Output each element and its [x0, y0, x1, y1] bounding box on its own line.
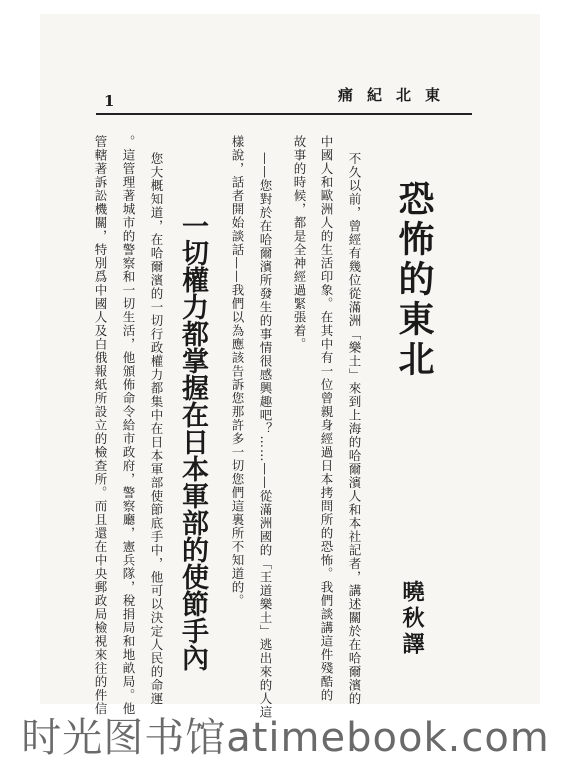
- article-title: 恐怖的東北: [393, 180, 435, 380]
- body-line-3: 管轄著訴訟機關，特別爲中國人及白俄報紙所設立的檢查所。而且還在中央郵政局檢視來往的件信: [93, 135, 108, 716]
- intro-line-1: 不久以前，曾經有幾位從滿洲「樂土」來到上海的哈爾濱人和本社記者，講述關於在哈爾濱的: [347, 152, 362, 706]
- body-line-2: 。這管理著城市的警察和一切生活，他頒佈命令給市政府，警察廳，憲兵隊，稅捐局和地畝局。他: [121, 135, 136, 716]
- intro-line-3: 故事的時候，都是全神經過緊張着。: [292, 135, 307, 351]
- section-heading: 一切權力都掌握在日本軍部的使節手內: [177, 212, 208, 671]
- intro-line-5: 樣說，話者開始談話——我們以為應該告訴您那許多一切您們這裏所不知道的。: [230, 135, 245, 608]
- intro-line-2: 中國人和歐洲人的生活印象。在其中有一位曾親身經過日本拷問所的恐怖。我們談講這件殘酷的: [319, 135, 334, 702]
- watermark-text: 时光图书馆atimebook.com: [21, 715, 550, 761]
- translator-credit: 曉秋譯: [399, 580, 425, 658]
- page-number: 1: [104, 92, 115, 110]
- paper-background: [40, 14, 540, 719]
- running-head: 東北紀痛: [337, 86, 454, 104]
- intro-line-4: ——您對於在哈爾濱所發生的事情很感興趣吧？……——從滿洲國的「王道樂土」逃出來的人這: [258, 152, 273, 719]
- header-rule: [96, 113, 472, 115]
- body-line-1: 您大概知道，在哈爾濱的一切行政權力都集中在日本軍部使節底手中，他可以決定人民的命運: [149, 152, 164, 706]
